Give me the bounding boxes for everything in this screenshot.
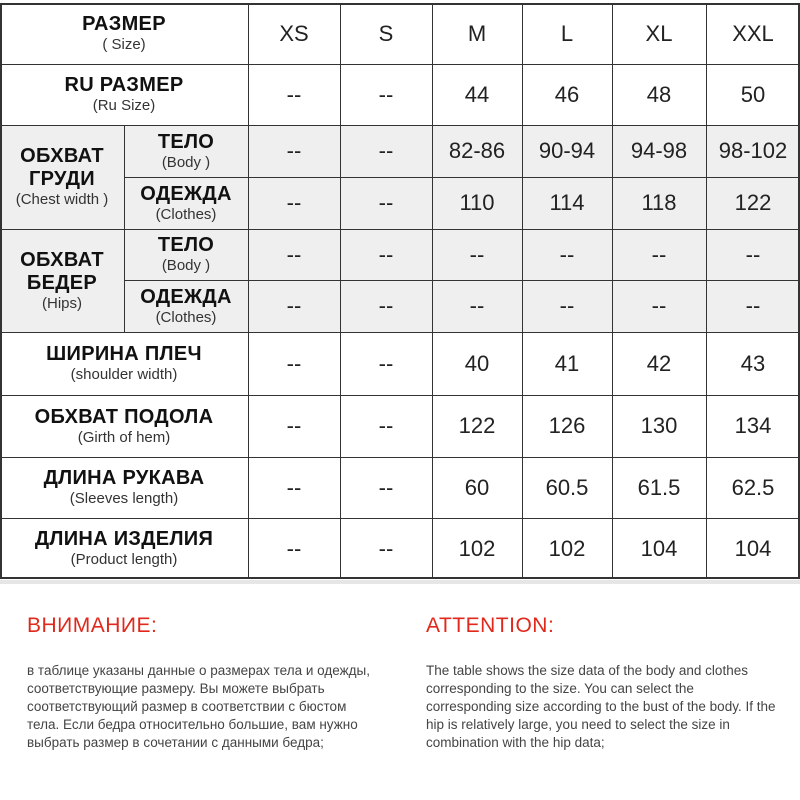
value: 134 bbox=[734, 413, 772, 438]
value: 102 bbox=[458, 535, 496, 561]
value: -- bbox=[286, 190, 302, 215]
grid-h-4 bbox=[0, 229, 800, 230]
value: 114 bbox=[549, 190, 585, 215]
value-cell bbox=[706, 229, 800, 280]
value: 40 bbox=[464, 350, 490, 376]
value: -- bbox=[286, 474, 302, 500]
value-cell bbox=[432, 518, 522, 579]
value: -- bbox=[286, 413, 302, 438]
row-sub-label: ОДЕЖДА bbox=[140, 285, 232, 308]
value-cell bbox=[612, 518, 706, 579]
value-cell bbox=[612, 64, 706, 125]
row-label: ШИРИНА ПЛЕЧ bbox=[46, 343, 202, 365]
header-label: РАЗМЕР bbox=[82, 13, 166, 35]
value-cell bbox=[340, 332, 432, 395]
value: -- bbox=[469, 241, 485, 267]
value: -- bbox=[559, 241, 575, 267]
size-label: XL bbox=[645, 20, 673, 46]
value-cell bbox=[522, 280, 612, 332]
value-cell bbox=[522, 229, 612, 280]
row-sub-label: ОДЕЖДА bbox=[140, 182, 232, 205]
value-cell bbox=[522, 177, 612, 229]
size-header-s bbox=[340, 3, 432, 64]
grid-v-left bbox=[0, 3, 2, 579]
value: -- bbox=[378, 293, 394, 318]
value: 61.5 bbox=[637, 474, 681, 500]
section-divider bbox=[0, 580, 800, 584]
value: 94-98 bbox=[630, 138, 688, 163]
row-sub-sublabel: (Clothes) bbox=[155, 308, 217, 326]
value: -- bbox=[378, 81, 394, 107]
size-header-xs bbox=[248, 3, 340, 64]
value: -- bbox=[378, 241, 394, 267]
attention-ru-text: в таблице указаны данные о размерах тела и одежды, соответствующие размеру. Вы можете выбрать соответствующий размер в соответствии с бюстом тела. Если бедра относительно большие, вам нужно выбрать размер в сочетании с данными бедра; bbox=[27, 663, 370, 750]
value-cell bbox=[432, 457, 522, 518]
row-sub-sublabel: (Clothes) bbox=[155, 205, 217, 223]
size-header-xl bbox=[612, 3, 706, 64]
value-cell bbox=[248, 457, 340, 518]
grid-h-5 bbox=[124, 280, 800, 281]
value: 122 bbox=[734, 190, 772, 215]
value-cell bbox=[340, 229, 432, 280]
value: 104 bbox=[640, 535, 678, 561]
value-cell bbox=[248, 125, 340, 177]
row-label-0 bbox=[0, 64, 248, 125]
row-sub-sublabel: (Body ) bbox=[161, 153, 211, 171]
value: 110 bbox=[459, 190, 495, 215]
row-label: ДЛИНА ИЗДЕЛИЯ bbox=[34, 528, 214, 550]
value-cell bbox=[706, 518, 800, 579]
grid-v-2 bbox=[248, 3, 249, 579]
value-cell bbox=[522, 457, 612, 518]
value-cell bbox=[612, 177, 706, 229]
value: 118 bbox=[641, 190, 677, 215]
size-label: XS bbox=[279, 20, 309, 46]
value: -- bbox=[286, 138, 302, 163]
value: -- bbox=[378, 190, 394, 215]
row-sublabel: (Girth of hem) bbox=[77, 428, 171, 446]
value: -- bbox=[286, 81, 302, 107]
value-cell bbox=[706, 332, 800, 395]
grid-h-top bbox=[0, 3, 800, 5]
value: -- bbox=[286, 350, 302, 376]
value: 50 bbox=[740, 81, 766, 107]
size-header-m bbox=[432, 3, 522, 64]
attention-en-title: ATTENTION: bbox=[426, 614, 555, 637]
grid-v-7 bbox=[706, 3, 707, 579]
value: -- bbox=[378, 138, 394, 163]
grid-v-3 bbox=[340, 3, 341, 579]
grid-h-1 bbox=[0, 64, 800, 65]
value: -- bbox=[378, 474, 394, 500]
value-cell bbox=[706, 125, 800, 177]
group-hips-label bbox=[0, 229, 124, 332]
group-sublabel: (Chest width ) bbox=[15, 191, 109, 208]
row-chest-sub-2 bbox=[124, 177, 248, 229]
value-cell bbox=[612, 229, 706, 280]
value-cell bbox=[522, 125, 612, 177]
grid-h-9 bbox=[0, 518, 800, 519]
value-cell bbox=[706, 457, 800, 518]
row-label: ДЛИНА РУКАВА bbox=[43, 467, 205, 489]
value-cell bbox=[612, 395, 706, 457]
value-cell bbox=[612, 280, 706, 332]
value-cell bbox=[612, 457, 706, 518]
row-sublabel: (Sleeves length) bbox=[69, 490, 179, 507]
value: 130 bbox=[640, 413, 678, 438]
row-sublabel: (Ru Size) bbox=[92, 97, 156, 114]
row-label-6 bbox=[0, 395, 248, 457]
value: -- bbox=[286, 535, 302, 561]
grid-h-2 bbox=[0, 125, 800, 126]
attention-ru-title: ВНИМАНИЕ: bbox=[27, 614, 158, 637]
value-cell bbox=[432, 229, 522, 280]
value-cell bbox=[522, 395, 612, 457]
size-label: S bbox=[378, 20, 394, 46]
size-header-xxl bbox=[706, 3, 800, 64]
row-hips-sub-3 bbox=[124, 229, 248, 280]
group-label-line1: ОБХВАТ bbox=[20, 248, 104, 271]
value: -- bbox=[378, 350, 394, 376]
size-label: M bbox=[467, 20, 487, 46]
size-label: L bbox=[560, 20, 574, 46]
header-sublabel: ( Size) bbox=[102, 36, 146, 53]
row-sublabel: (shoulder width) bbox=[70, 366, 178, 383]
group-chest-label bbox=[0, 125, 124, 229]
value: 98-102 bbox=[718, 138, 788, 163]
value: 41 bbox=[554, 350, 580, 376]
grid-h-3 bbox=[124, 177, 800, 178]
value-cell bbox=[706, 280, 800, 332]
value-cell bbox=[432, 125, 522, 177]
value: 46 bbox=[554, 81, 580, 107]
value: -- bbox=[286, 241, 302, 267]
grid-v-6 bbox=[612, 3, 613, 579]
value: 102 bbox=[548, 535, 586, 561]
row-label-7 bbox=[0, 457, 248, 518]
row-label-5 bbox=[0, 332, 248, 395]
attention-en bbox=[426, 614, 781, 752]
row-hips-sub-4 bbox=[124, 280, 248, 332]
value-cell bbox=[522, 332, 612, 395]
value-cell bbox=[248, 280, 340, 332]
value-cell bbox=[340, 457, 432, 518]
value: 43 bbox=[740, 350, 766, 376]
header-size-cell bbox=[0, 3, 248, 64]
value-cell bbox=[248, 518, 340, 579]
value-cell bbox=[432, 64, 522, 125]
value: -- bbox=[378, 535, 394, 561]
attention-ru bbox=[27, 614, 382, 752]
value: 62.5 bbox=[731, 474, 775, 500]
value-cell bbox=[340, 64, 432, 125]
value: 90-94 bbox=[538, 138, 596, 163]
row-label: RU РАЗМЕР bbox=[64, 74, 184, 96]
value-cell bbox=[248, 229, 340, 280]
value-cell bbox=[522, 64, 612, 125]
value-cell bbox=[248, 64, 340, 125]
value: 42 bbox=[646, 350, 672, 376]
group-label-line2: БЕДЕР bbox=[26, 271, 98, 294]
value-cell bbox=[706, 395, 800, 457]
value: 126 bbox=[548, 413, 586, 438]
grid-h-7 bbox=[0, 395, 800, 396]
value-cell bbox=[522, 518, 612, 579]
value-cell bbox=[248, 177, 340, 229]
value: -- bbox=[651, 241, 667, 267]
value-cell bbox=[706, 64, 800, 125]
attention-en-text: The table shows the size data of the body and clothes corresponding to the size. You can select the corresponding size according to the bust of the body. If the hip is relatively large, you need to select the size in combination with the hip data; bbox=[426, 663, 776, 750]
row-chest-sub-1 bbox=[124, 125, 248, 177]
group-label-line1: ОБХВАТ bbox=[20, 145, 104, 167]
value-cell bbox=[340, 280, 432, 332]
value-cell bbox=[612, 125, 706, 177]
grid-v-5 bbox=[522, 3, 523, 579]
value: 44 bbox=[464, 81, 490, 107]
value-cell bbox=[248, 395, 340, 457]
value: -- bbox=[559, 293, 575, 318]
value-cell bbox=[340, 125, 432, 177]
value-cell bbox=[432, 177, 522, 229]
row-sub-label: ТЕЛО bbox=[157, 130, 215, 153]
value-cell bbox=[706, 177, 800, 229]
row-sub-sublabel: (Body ) bbox=[161, 257, 211, 274]
grid-v-4 bbox=[432, 3, 433, 579]
value: -- bbox=[286, 293, 302, 318]
value-cell bbox=[340, 395, 432, 457]
row-sub-label: ТЕЛО bbox=[157, 234, 215, 256]
value-cell bbox=[432, 280, 522, 332]
size-header-l bbox=[522, 3, 612, 64]
value: -- bbox=[378, 413, 394, 438]
value: -- bbox=[651, 293, 667, 318]
value: 60 bbox=[464, 474, 490, 500]
value-cell bbox=[432, 332, 522, 395]
row-label: ОБХВАТ ПОДОЛА bbox=[34, 405, 214, 428]
value: 48 bbox=[646, 81, 672, 107]
value: 104 bbox=[734, 535, 772, 561]
value-cell bbox=[248, 332, 340, 395]
value-cell bbox=[340, 177, 432, 229]
value-cell bbox=[432, 395, 522, 457]
value: -- bbox=[745, 293, 761, 318]
group-label-line2: ГРУДИ bbox=[29, 168, 95, 190]
value: 122 bbox=[458, 413, 496, 438]
row-sublabel: (Product length) bbox=[70, 551, 178, 568]
group-sublabel: (Hips) bbox=[42, 294, 82, 312]
grid-h-8 bbox=[0, 457, 800, 458]
row-label-8 bbox=[0, 518, 248, 579]
size-label: XXL bbox=[732, 20, 774, 46]
value: -- bbox=[745, 241, 761, 267]
grid-h-6 bbox=[0, 332, 800, 333]
value: -- bbox=[469, 293, 485, 318]
value-cell bbox=[340, 518, 432, 579]
value-cell bbox=[612, 332, 706, 395]
value: 82-86 bbox=[448, 138, 506, 163]
grid-h-bottom bbox=[0, 577, 800, 579]
value: 60.5 bbox=[545, 474, 589, 500]
